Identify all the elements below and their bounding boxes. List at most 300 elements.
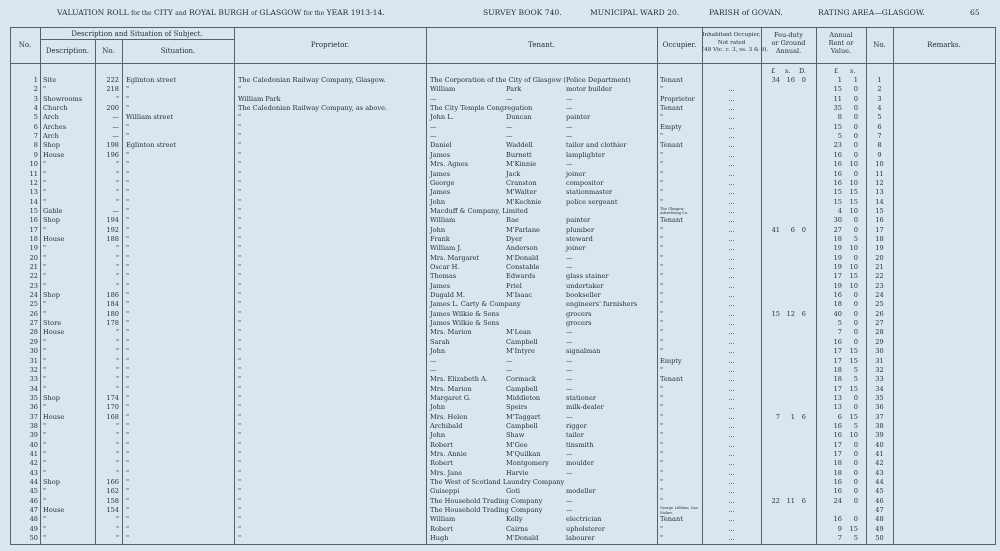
row-proprietor: " [238,309,242,318]
row-tenant-first: Mrs. Helen [430,412,468,421]
row-tenant-first: John L. [430,113,454,122]
row-street-number: 222 [106,76,119,84]
row-street-number: " [115,421,119,430]
row-number: 24 [29,291,38,300]
row-proprietor: " [238,496,242,505]
row-proprietor: " [238,478,242,487]
row-number-right: 29 [875,337,884,346]
row-situation: " [126,375,130,384]
row-number: 17 [29,225,38,234]
row-tenant-occupation: — [566,365,573,374]
row-situation: " [126,403,130,412]
row-street-number: " [115,272,119,281]
row-occupier: " [660,496,664,505]
row-number-right: 43 [875,468,884,477]
row-inhabitant: ... [728,234,735,243]
row-number-right: 6 [877,122,882,131]
row-feu-pence: 6 [801,496,806,505]
row-occupier: Proprietor [660,94,695,103]
row-feu-pence: 0 [801,76,806,84]
row-occupier: " [660,225,664,234]
row-situation: " [126,496,130,505]
row-tenant-first: Mrs. Margaret [430,253,480,262]
row-tenant-surname: M'Lean [506,328,532,337]
row-description: " [43,515,47,524]
row-inhabitant: ... [728,188,735,197]
row-tenant-occupation: milk-dealer [566,403,604,412]
row-inhabitant: ... [728,122,735,131]
row-tenant-occupation: — [566,328,573,337]
row-street-number: 178 [106,319,119,328]
row-street-number: 158 [106,496,119,505]
row-situation: " [126,365,130,374]
row-proprietor: " [238,160,242,169]
row-tenant-occupation: rigger [566,421,587,430]
row-description: Site [43,76,57,84]
row-tenant-first: Margaret G. [430,393,471,402]
row-inhabitant: ... [728,216,735,225]
row-occupier: " [660,291,664,300]
row-description: " [43,263,47,271]
row-rent-shillings: 0 [853,291,858,300]
row-number: 35 [29,393,38,402]
row-rent-shillings: 5 [853,234,858,243]
row-tenant-surname: — [506,122,513,131]
col-no-right: No. [873,41,886,49]
row-rent-shillings: 10 [849,263,858,271]
row-street-number: 168 [106,412,119,421]
row-number-right: 33 [875,375,884,384]
col-proprietor: Proprietor. [310,41,350,49]
row-rent-pounds: 23 [833,141,842,150]
row-tenant-occupation: stationer [566,393,596,402]
row-rent-pounds: 16 [833,337,842,346]
row-inhabitant: ... [728,197,735,206]
row-description: " [43,300,47,309]
row-street-number: " [115,160,119,169]
row-rent-shillings: 0 [853,104,858,113]
row-number: 2 [33,85,38,94]
row-rent-pounds: 16 [833,478,842,487]
row-feu-pounds: 15 [771,309,780,318]
row-description: " [43,178,47,187]
row-tenant-occupation: — [566,450,573,458]
row-tenant-occupation: — [566,412,573,421]
col-description: Description. [45,47,90,55]
row-street-number: " [115,337,119,346]
row-occupier: " [660,412,664,421]
row-tenant-surname: Constable [506,263,540,271]
row-tenant-surname: Campbell [506,384,538,393]
header-title-part: ROYAL BURGH [189,8,249,17]
row-inhabitant: ... [728,160,735,169]
row-situation: " [126,328,130,337]
row-tenant-surname: M'Kechnie [506,197,542,206]
row-situation: " [126,421,130,430]
row-inhabitant: ... [728,496,735,505]
row-number-right: 9 [877,150,882,159]
row-tenant-occupation: — [566,263,573,271]
row-occupier: Tenant [660,515,683,524]
row-occupier: " [660,459,664,468]
col-situation: Situation. [160,47,196,55]
row-occupier: Tenant [660,141,683,150]
row-street-number: 200 [106,104,119,113]
row-description: Gable [43,206,63,215]
row-tenant-first: Mrs. Elizabeth A. [430,375,488,384]
row-proprietor: " [238,431,242,440]
row-tenant-first: — [430,94,437,103]
row-tenant-surname: Rae [506,216,519,225]
row-tenant-first: Thomas [430,272,457,281]
row-tenant-first: Mrs. Agnes [430,160,468,169]
row-rent-pounds: 18 [833,468,842,477]
row-occupier: Empty [660,122,682,131]
unit-feu-pounds: £ [771,67,776,75]
row-tenant-first: James Wilkie & Sons [430,319,500,328]
rule [893,27,894,545]
row-street-number: 192 [106,225,119,234]
row-street-number: " [115,244,119,253]
row-proprietor: " [238,347,242,356]
row-tenant-first: Frank [430,234,450,243]
row-street-number: 194 [106,216,119,225]
row-street-number: " [115,534,119,543]
row-situation: " [126,412,130,421]
row-description: " [43,496,47,505]
row-tenant-occupation: joiner [566,169,586,178]
row-tenant-occupation: joiner [566,244,586,253]
row-proprietor: " [238,244,242,253]
row-street-number: 196 [106,150,119,159]
row-tenant-occupation: — [566,468,573,477]
row-street-number: " [115,263,119,271]
row-situation: " [126,291,130,300]
row-situation: " [126,347,130,356]
row-description: " [43,160,47,169]
row-number: 25 [29,300,38,309]
row-description: " [43,524,47,533]
rating-area: RATING AREA—GLASGOW. [818,8,925,17]
row-street-number: " [115,440,119,449]
row-tenant-occupation: grocers [566,309,592,318]
row-number: 31 [29,356,38,365]
row-rent-shillings: 15 [849,524,858,533]
row-number: 22 [29,272,38,281]
rule [426,27,427,545]
row-occupier: The Glasgow Advertising Co. [660,206,689,216]
row-situation: " [126,281,130,290]
row-proprietor: " [238,515,242,524]
row-number: 47 [29,506,38,515]
row-inhabitant: ... [728,384,735,393]
row-rent-pounds: 7 [837,534,842,543]
row-inhabitant: ... [728,225,735,234]
row-rent-shillings: 10 [849,160,858,169]
col-inhabitant-line: Inhabitant Occupier, [702,32,761,38]
row-number-right: 12 [875,178,884,187]
row-situation: " [126,188,130,197]
row-number: 34 [29,384,38,393]
row-situation: " [126,356,130,365]
row-rent-shillings: 1 [853,76,858,84]
row-rent-pounds: 17 [833,450,842,458]
row-description: Shop [43,141,60,150]
row-street-number: 180 [106,309,119,318]
row-number: 27 [29,319,38,328]
row-tenant-occupation: tinsmith [566,440,594,449]
row-feu-pence: 6 [801,309,806,318]
row-proprietor: " [238,132,242,141]
row-inhabitant: ... [728,244,735,253]
row-tenant-first: — [430,132,437,141]
row-description: Shop [43,478,60,487]
row-situation: " [126,263,130,271]
row-situation: " [126,104,130,113]
row-occupier: Empty [660,356,682,365]
row-occupier: " [660,534,664,543]
row-rent-shillings: 0 [853,150,858,159]
row-feu-pence: 0 [801,225,806,234]
row-tenant-occupation: signalman [566,347,601,356]
row-occupier: " [660,234,664,243]
row-description: " [43,384,47,393]
row-number: 9 [33,150,38,159]
row-tenant-occupation: tailor [566,431,584,440]
row-street-number: 198 [106,141,119,150]
row-proprietor: " [238,393,242,402]
row-inhabitant: ... [728,440,735,449]
row-rent-pounds: 13 [833,403,842,412]
row-street-number: — [112,206,119,215]
col-rent-line: Annual [829,31,853,39]
row-street-number: 218 [106,85,119,94]
row-inhabitant: ... [728,291,735,300]
row-inhabitant: ... [728,347,735,356]
row-inhabitant: ... [728,263,735,271]
row-tenant-first: — [430,122,437,131]
row-occupier: " [660,347,664,356]
row-tenant-surname: Cairns [506,524,528,533]
row-tenant-first: Mrs. Annie [430,450,467,458]
row-tenant-surname: Cormack [506,375,537,384]
col-inhabitant-line: Not rated [717,39,746,46]
row-rent-shillings: 0 [853,328,858,337]
row-tenant-occupation: undertaker [566,281,604,290]
row-situation: " [126,478,130,487]
row-proprietor: " [238,300,242,309]
row-rent-shillings: 0 [853,216,858,225]
row-number-right: 22 [875,272,884,281]
row-street-number: — [112,113,119,122]
row-rent-shillings: 10 [849,244,858,253]
row-proprietor: " [238,272,242,281]
row-tenant-occupation: — [566,337,573,346]
row-situation: Eglinton street [126,141,177,150]
row-inhabitant: ... [728,169,735,178]
row-inhabitant: ... [728,393,735,402]
row-proprietor: " [238,225,242,234]
row-tenant-first: — [430,356,437,365]
survey-book: SURVEY BOOK 740. [483,8,562,17]
row-description: " [43,431,47,440]
row-rent-shillings: 0 [853,319,858,328]
row-proprietor: The Caledonian Railway Company, Glasgow. [238,76,386,84]
row-street-number: 184 [106,300,119,309]
row-street-number: 174 [106,393,119,402]
row-situation: " [126,253,130,262]
row-description: Arch [43,113,59,122]
row-number: 32 [29,365,38,374]
row-description: " [43,347,47,356]
row-number-right: 5 [877,113,882,122]
row-inhabitant: ... [728,459,735,468]
row-occupier: " [660,403,664,412]
row-tenant-first: — [430,365,437,374]
row-occupier: " [660,244,664,253]
row-inhabitant: ... [728,113,735,122]
unit-feu-pence: D. [799,67,807,75]
row-description: House [43,328,65,337]
row-rent-pounds: 15 [833,188,842,197]
col-desc-no: No. [102,47,115,55]
row-number-right: 49 [875,524,884,533]
row-number-right: 26 [875,309,884,318]
row-proprietor: " [238,122,242,131]
row-tenant-first: James [430,188,451,197]
row-inhabitant: ... [728,524,735,533]
row-rent-shillings: 15 [849,412,858,421]
row-street-number: 186 [106,291,119,300]
row-inhabitant: ... [728,141,735,150]
row-rent-shillings: 5 [853,365,858,374]
row-proprietor: " [238,319,242,328]
row-tenant-occupation: plumber [566,225,595,234]
row-proprietor: " [238,169,242,178]
row-tenant-first: Mrs. Jane [430,468,463,477]
row-occupier: Tenant [660,104,683,113]
row-number: 4 [33,104,38,113]
row-rent-shillings: 15 [849,272,858,281]
col-inhabitant-line: (48 Vic. c. 3, ss. 3 & 9). [702,47,769,53]
row-number: 46 [29,496,38,505]
row-proprietor: " [238,113,242,122]
row-occupier: " [660,337,664,346]
row-tenant-surname: Burnett [506,150,532,159]
row-street-number: " [115,365,119,374]
row-occupier: Tenant [660,216,683,225]
row-rent-pounds: 15 [833,197,842,206]
row-situation: " [126,197,130,206]
row-number-right: 28 [875,328,884,337]
row-rent-pounds: 4 [837,206,842,215]
row-situation: " [126,178,130,187]
row-tenant-first: George [430,178,455,187]
header-title-part: VALUATION ROLL [57,8,129,17]
row-number: 18 [29,234,38,243]
row-number-right: 47 [875,506,884,515]
row-number: 28 [29,328,38,337]
row-tenant-occupation: glass stainer [566,272,609,281]
row-tenant-occupation: — [566,356,573,365]
row-tenant-surname: Speirs [506,403,528,412]
row-situation: " [126,300,130,309]
row-tenant-first: John [430,431,446,440]
row-rent-shillings: 0 [853,487,858,496]
row-number-right: 30 [875,347,884,356]
row-tenant-first: William J. [430,244,462,253]
row-rent-pounds: 16 [833,291,842,300]
row-occupier: " [660,197,664,206]
col-description-group: Description and Situation of Subject. [71,30,203,38]
row-number-right: 13 [875,188,884,197]
row-number-right: 24 [875,291,884,300]
row-number: 5 [33,113,38,122]
row-tenant-surname: M'Kinnie [506,160,537,169]
row-number: 20 [29,253,38,262]
row-situation: " [126,206,130,215]
row-rent-pounds: 18 [833,459,842,468]
row-tenant-surname: Kelly [506,515,523,524]
row-tenant-occupation: — [566,375,573,384]
row-rent-pounds: 16 [833,160,842,169]
row-tenant-surname: M'Quilkan [506,450,541,458]
row-description: Arches [43,122,67,131]
row-inhabitant: ... [728,403,735,412]
row-number-right: 46 [875,496,884,505]
row-rent-pounds: 5 [837,319,842,328]
row-tenant-surname: Shaw [506,431,525,440]
row-inhabitant: ... [728,478,735,487]
row-occupier: " [660,393,664,402]
row-number-right: 42 [875,459,884,468]
row-description: " [43,468,47,477]
row-rent-pounds: 15 [833,85,842,94]
row-street-number: " [115,94,119,103]
row-situation: " [126,244,130,253]
row-street-number: " [115,468,119,477]
row-description: " [43,403,47,412]
row-street-number: " [115,188,119,197]
row-number: 26 [29,309,38,318]
rule [10,544,996,545]
row-situation: " [126,384,130,393]
row-occupier: " [660,440,664,449]
row-occupier: " [660,272,664,281]
row-description: " [43,188,47,197]
row-feu-shillings: 16 [786,76,795,84]
row-street-number: 170 [106,403,119,412]
row-occupier: " [660,113,664,122]
row-situation: " [126,122,130,131]
row-rent-shillings: 15 [849,384,858,393]
row-proprietor: " [238,487,242,496]
row-rent-pounds: 16 [833,421,842,430]
row-situation: " [126,234,130,243]
row-feu-shillings: 11 [786,496,795,505]
row-proprietor: " [238,188,242,197]
header-title-part: for the [131,10,152,17]
row-number: 41 [29,450,38,458]
row-tenant-occupation: — [566,506,573,515]
header-title-part: YEAR 1913-14. [326,8,385,17]
row-occupier: Tenant [660,375,683,384]
row-number-right: 23 [875,281,884,290]
row-feu-pounds: 34 [771,76,780,84]
row-tenant-surname: — [506,94,513,103]
row-rent-pounds: 24 [833,496,842,505]
row-tenant-surname: M'Donald [506,253,539,262]
